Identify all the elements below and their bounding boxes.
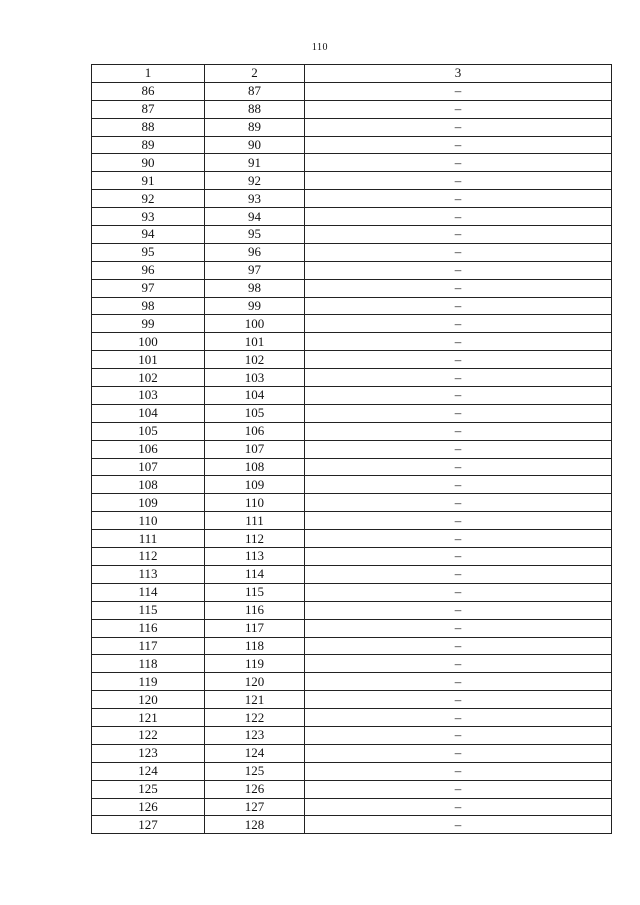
table-cell-col-3: – — [305, 297, 612, 315]
table-cell-col-3: – — [305, 583, 612, 601]
table-cell-col-2: 92 — [205, 172, 305, 190]
table-cell-col-2: 127 — [205, 798, 305, 816]
table-cell-col-2: 103 — [205, 369, 305, 387]
table-cell-col-2: 122 — [205, 709, 305, 727]
table-cell-col-2: 113 — [205, 548, 305, 566]
table-cell-col-2: 99 — [205, 297, 305, 315]
table-cell-col-2: 123 — [205, 726, 305, 744]
table-row — [92, 619, 612, 637]
table-cell-col-1: 107 — [92, 458, 205, 476]
table-row — [92, 404, 612, 422]
table-row — [92, 530, 612, 548]
table-cell-col-1: 123 — [92, 744, 205, 762]
table-cell-col-3: – — [305, 387, 612, 405]
table-row — [92, 100, 612, 118]
table-cell-col-1: 116 — [92, 619, 205, 637]
table-row — [92, 118, 612, 136]
table-cell-col-1: 106 — [92, 440, 205, 458]
table-cell-col-3: – — [305, 565, 612, 583]
table-cell-col-2: 87 — [205, 82, 305, 100]
table-body — [92, 82, 612, 833]
table-cell-col-1: 117 — [92, 637, 205, 655]
table-cell-col-2: 93 — [205, 190, 305, 208]
table-row — [92, 208, 612, 226]
table-row — [92, 369, 612, 387]
table-cell-col-1: 89 — [92, 136, 205, 154]
table-cell-col-3: – — [305, 637, 612, 655]
table-cell-col-2: 91 — [205, 154, 305, 172]
table-cell-col-3: – — [305, 780, 612, 798]
table-row — [92, 154, 612, 172]
table-cell-col-3: – — [305, 404, 612, 422]
table-cell-col-3: – — [305, 82, 612, 100]
table-row — [92, 726, 612, 744]
table-cell-col-2: 100 — [205, 315, 305, 333]
table-row — [92, 709, 612, 727]
table-row — [92, 601, 612, 619]
table-cell-col-1: 87 — [92, 100, 205, 118]
table-cell-col-3: – — [305, 458, 612, 476]
table-row — [92, 333, 612, 351]
table-cell-col-3: – — [305, 726, 612, 744]
table-cell-col-1: 125 — [92, 780, 205, 798]
table-cell-col-1: 93 — [92, 208, 205, 226]
table-cell-col-3: – — [305, 816, 612, 834]
table-cell-col-2: 128 — [205, 816, 305, 834]
table-row — [92, 637, 612, 655]
table-cell-col-1: 127 — [92, 816, 205, 834]
table-cell-col-3: – — [305, 655, 612, 673]
table-cell-col-2: 112 — [205, 530, 305, 548]
table-cell-col-2: 96 — [205, 243, 305, 261]
table-row — [92, 673, 612, 691]
table-cell-col-1: 113 — [92, 565, 205, 583]
table-row — [92, 226, 612, 244]
table-cell-col-1: 102 — [92, 369, 205, 387]
table-cell-col-1: 86 — [92, 82, 205, 100]
table-cell-col-3: – — [305, 440, 612, 458]
table-cell-col-3: – — [305, 100, 612, 118]
table-cell-col-2: 119 — [205, 655, 305, 673]
table-cell-col-1: 112 — [92, 548, 205, 566]
table-row — [92, 279, 612, 297]
table-cell-col-3: – — [305, 154, 612, 172]
table-cell-col-3: – — [305, 190, 612, 208]
table-cell-col-3: – — [305, 369, 612, 387]
table-cell-col-1: 126 — [92, 798, 205, 816]
table-row — [92, 548, 612, 566]
table-row — [92, 422, 612, 440]
table-cell-col-3: – — [305, 548, 612, 566]
table-cell-col-2: 116 — [205, 601, 305, 619]
table-cell-col-2: 118 — [205, 637, 305, 655]
table-cell-col-3: – — [305, 798, 612, 816]
table-cell-col-1: 96 — [92, 261, 205, 279]
table-cell-col-2: 105 — [205, 404, 305, 422]
table-cell-col-3: – — [305, 172, 612, 190]
table-row — [92, 655, 612, 673]
table-cell-col-1: 97 — [92, 279, 205, 297]
table-cell-col-2: 124 — [205, 744, 305, 762]
table-cell-col-1: 91 — [92, 172, 205, 190]
table-cell-col-2: 97 — [205, 261, 305, 279]
table-cell-col-1: 109 — [92, 494, 205, 512]
table-cell-col-2: 94 — [205, 208, 305, 226]
table-cell-col-1: 103 — [92, 387, 205, 405]
table-cell-col-1: 119 — [92, 673, 205, 691]
table-cell-col-2: 106 — [205, 422, 305, 440]
column-header-1: 1 — [92, 65, 205, 83]
table-row — [92, 494, 612, 512]
table-cell-col-1: 95 — [92, 243, 205, 261]
column-header-3: 3 — [305, 65, 612, 83]
table-row — [92, 762, 612, 780]
table-cell-col-1: 94 — [92, 226, 205, 244]
table-cell-col-2: 104 — [205, 387, 305, 405]
table-header — [92, 65, 612, 83]
table-row — [92, 816, 612, 834]
table-cell-col-1: 104 — [92, 404, 205, 422]
table-cell-col-2: 89 — [205, 118, 305, 136]
table-cell-col-3: – — [305, 315, 612, 333]
table-cell-col-2: 101 — [205, 333, 305, 351]
column-header-2: 2 — [205, 65, 305, 83]
table-cell-col-3: – — [305, 226, 612, 244]
table-cell-col-1: 108 — [92, 476, 205, 494]
table-cell-col-2: 108 — [205, 458, 305, 476]
table-cell-col-1: 124 — [92, 762, 205, 780]
table-row — [92, 387, 612, 405]
table-cell-col-2: 115 — [205, 583, 305, 601]
table-cell-col-1: 88 — [92, 118, 205, 136]
table-cell-col-2: 126 — [205, 780, 305, 798]
table-row — [92, 691, 612, 709]
table-cell-col-3: – — [305, 601, 612, 619]
table-cell-col-3: – — [305, 512, 612, 530]
table-cell-col-1: 111 — [92, 530, 205, 548]
table-cell-col-3: – — [305, 351, 612, 369]
table-cell-col-3: – — [305, 530, 612, 548]
table-cell-col-2: 90 — [205, 136, 305, 154]
table-cell-col-2: 125 — [205, 762, 305, 780]
table-cell-col-3: – — [305, 762, 612, 780]
table-cell-col-1: 121 — [92, 709, 205, 727]
table-row — [92, 136, 612, 154]
table-cell-col-3: – — [305, 619, 612, 637]
table-row — [92, 476, 612, 494]
table-row — [92, 512, 612, 530]
table-row — [92, 565, 612, 583]
table-cell-col-1: 118 — [92, 655, 205, 673]
table-cell-col-1: 110 — [92, 512, 205, 530]
table-row — [92, 780, 612, 798]
table-cell-col-3: – — [305, 422, 612, 440]
table-cell-col-3: – — [305, 279, 612, 297]
table-row — [92, 351, 612, 369]
table-row — [92, 172, 612, 190]
table-row — [92, 315, 612, 333]
table-row — [92, 583, 612, 601]
table-cell-col-3: – — [305, 691, 612, 709]
table-cell-col-2: 120 — [205, 673, 305, 691]
table-cell-col-1: 120 — [92, 691, 205, 709]
table-cell-col-1: 100 — [92, 333, 205, 351]
table-cell-col-3: – — [305, 709, 612, 727]
table-row — [92, 458, 612, 476]
table-cell-col-1: 99 — [92, 315, 205, 333]
table-row — [92, 261, 612, 279]
table-cell-col-1: 90 — [92, 154, 205, 172]
table-cell-col-3: – — [305, 261, 612, 279]
table-cell-col-2: 110 — [205, 494, 305, 512]
table-row — [92, 798, 612, 816]
table-cell-col-2: 111 — [205, 512, 305, 530]
table-cell-col-1: 92 — [92, 190, 205, 208]
table-cell-col-2: 121 — [205, 691, 305, 709]
table-row — [92, 243, 612, 261]
table-cell-col-3: – — [305, 333, 612, 351]
table-row — [92, 744, 612, 762]
table-cell-col-2: 117 — [205, 619, 305, 637]
table-cell-col-1: 115 — [92, 601, 205, 619]
table-cell-col-3: – — [305, 476, 612, 494]
table-cell-col-2: 98 — [205, 279, 305, 297]
page-number: 110 — [311, 42, 329, 53]
table-row — [92, 82, 612, 100]
table-row — [92, 440, 612, 458]
table-cell-col-2: 88 — [205, 100, 305, 118]
table-cell-col-1: 105 — [92, 422, 205, 440]
table-cell-col-3: – — [305, 243, 612, 261]
table-cell-col-2: 95 — [205, 226, 305, 244]
table-row — [92, 297, 612, 315]
table-cell-col-1: 122 — [92, 726, 205, 744]
table-cell-col-3: – — [305, 494, 612, 512]
data-table — [91, 64, 612, 834]
table-cell-col-3: – — [305, 136, 612, 154]
table-cell-col-2: 109 — [205, 476, 305, 494]
table-row — [92, 190, 612, 208]
table-cell-col-2: 107 — [205, 440, 305, 458]
table-cell-col-1: 101 — [92, 351, 205, 369]
table-cell-col-2: 102 — [205, 351, 305, 369]
header-row — [92, 65, 612, 83]
table-cell-col-3: – — [305, 744, 612, 762]
table-cell-col-2: 114 — [205, 565, 305, 583]
table-cell-col-3: – — [305, 673, 612, 691]
table-cell-col-3: – — [305, 118, 612, 136]
table-cell-col-3: – — [305, 208, 612, 226]
table-cell-col-1: 98 — [92, 297, 205, 315]
table-cell-col-1: 114 — [92, 583, 205, 601]
